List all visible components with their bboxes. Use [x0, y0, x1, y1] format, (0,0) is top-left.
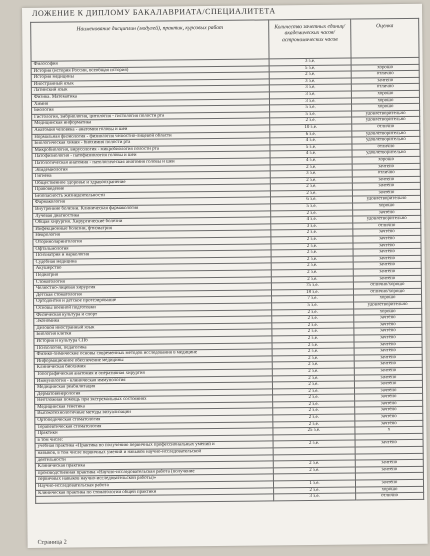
grade-cell: зачтено — [353, 275, 421, 282]
units-cell: 2 з.е. — [270, 183, 352, 190]
subject-cell: учебная практика «Практика по получению первичных профессиональных умений и — [35, 441, 273, 450]
grade-cell: хорошо — [351, 64, 419, 71]
subject-cell: Топографическая анатомия и оперативная хирургия — [34, 369, 272, 378]
grade-cell: удовлетворительно — [352, 117, 420, 124]
subject-cell: Патологическая анатомия - патологическая анатомия головы и шеи — [32, 158, 270, 167]
subject-cell: Неотложная помощь при экстремальных состояниях — [35, 395, 273, 404]
grade-cell: зачтено — [354, 380, 422, 387]
grade-cell: зачтено — [354, 321, 422, 328]
units-cell: 4 з.е. — [270, 150, 352, 157]
units-cell: 6 з.е. — [270, 197, 352, 204]
units-cell: 2 з.е. — [273, 440, 355, 447]
grade-cell: отлично — [351, 84, 419, 91]
subject-cell: Медицинская информатика — [32, 118, 270, 127]
units-cell: 2 з.е. — [273, 421, 355, 428]
grade-cell: зачтено — [352, 183, 420, 190]
subject-cell: Нормальная физиология - физиология челюстно-лицевой области — [32, 131, 270, 140]
grade-cell: удовлетворительно — [352, 136, 420, 143]
units-cell: 5 з.е. — [270, 104, 352, 111]
grade-cell: хорошо — [351, 90, 419, 97]
units-cell: 2 з.е. — [272, 348, 354, 355]
subject-cell: Челюстно-лицевая хирургия — [33, 283, 271, 292]
subject-cell: История (история России, всеобщая история) — [31, 66, 269, 75]
subject-cell: Акушерство — [33, 263, 271, 272]
subject-cell: Детская стоматология — [33, 290, 271, 299]
units-cell: 2 з.е. — [272, 381, 354, 388]
grade-cell: хорошо — [352, 156, 420, 163]
grade-cell: хорошо — [354, 308, 422, 315]
grade-cell: зачтено — [352, 189, 420, 196]
grade-cell: зачтено — [355, 400, 423, 407]
units-cell: 5 з.е. — [270, 144, 352, 151]
subject-cell: Медицинская генетика — [35, 402, 273, 411]
grade-cell: отлично — [352, 169, 420, 176]
units-cell: 4 з.е. — [271, 216, 353, 223]
subject-cell: Клиническая практика по стоматологии общей практики — [36, 487, 274, 496]
grade-cell: хорошо — [353, 202, 421, 209]
subject-cell: Патофизиология - патофизиология головы и шеи — [32, 151, 270, 160]
units-cell: 3 з.е. — [269, 58, 351, 65]
grade-cell: зачтено — [354, 314, 422, 321]
grade-cell: удовлетворительно — [352, 150, 420, 157]
grade-cell: хорошо — [354, 295, 422, 302]
subject-cell: Экономика — [34, 316, 272, 325]
subject-cell: Биологическая химия - биохимия полости рта — [32, 138, 270, 147]
units-cell: 7 з.е. — [272, 295, 354, 302]
units-cell: 2 з.е. — [271, 243, 353, 250]
units-cell: 2 з.е. — [270, 177, 352, 184]
grade-cell: удовлетворительно — [352, 196, 420, 203]
units-cell: 2 з.е. — [271, 262, 353, 269]
grade-cell: зачтено — [353, 242, 421, 249]
units-cell: 2 з.е. — [272, 388, 354, 395]
grade-cell: отлично — [352, 123, 420, 130]
units-cell: 2 з.е. — [271, 269, 353, 276]
grade-cell: зачтено — [355, 479, 423, 486]
subject-cell: Правоведение — [32, 184, 270, 193]
page-number: Страница 2 — [37, 539, 67, 546]
subject-cell: Эпидемиология — [32, 164, 270, 173]
subject-cell: Клиническая практика — [35, 461, 273, 470]
units-cell: 2 з.е. — [272, 342, 354, 349]
units-cell: 2 з.е. — [273, 408, 355, 415]
units-cell: 2 з.е. — [273, 460, 355, 467]
units-cell: 3 з.е. — [269, 98, 351, 105]
units-cell: 10 з.е. — [270, 124, 352, 131]
subject-cell: Философия — [31, 59, 269, 68]
units-cell: 2 з.е. — [271, 236, 353, 243]
subject-cell: Гигиена — [32, 171, 270, 180]
grade-cell: зачтено — [351, 77, 419, 84]
units-cell: 1 з.е. — [273, 480, 355, 487]
units-cell: 3 з.е. — [269, 78, 351, 85]
units-cell: 3 з.е. — [270, 170, 352, 177]
units-cell: 2 з.е. — [272, 309, 354, 316]
subject-cell: Физическая культура и спорт — [34, 309, 272, 318]
units-cell: 5 з.е. — [271, 203, 353, 210]
subject-cell: Терапевтическая стоматология — [35, 422, 273, 431]
units-cell: 2 з.е. — [272, 322, 354, 329]
grade-cell: зачтено — [353, 249, 421, 256]
units-cell: 3 з.е. — [274, 493, 356, 500]
grade-cell: зачтено — [352, 176, 420, 183]
units-column-header: Количество зачетных единиц/ академических часов/ астрономических часов — [269, 19, 351, 59]
units-cell: 2 з.е. — [271, 276, 353, 283]
subject-cell: Информационное обеспечение медицины — [34, 356, 272, 365]
grade-cell: отлично — [352, 143, 420, 150]
grade-cell: хорошо — [356, 486, 424, 493]
units-cell: 2 з.е. — [273, 401, 355, 408]
subject-cell: Гистология, эмбриология, цитология - гистология полости рта — [32, 112, 270, 121]
grade-cell: зачтено — [353, 268, 421, 275]
grade-cell: зачтено — [354, 361, 422, 368]
units-cell: 5 з.е. — [272, 302, 354, 309]
grade-cell: зачтено — [355, 466, 423, 473]
subject-cell: Дерматовенерология — [35, 389, 273, 398]
subject-column-header: Наименование дисциплин (модулей), практик, курсовых работ — [31, 20, 269, 61]
subject-cell: Психиатрия и наркология — [33, 250, 271, 259]
subject-cell: Биология клетки — [34, 329, 272, 338]
subject-cell: Высокотехнологичные методы визуализации — [35, 408, 273, 417]
subject-cell: Деловой иностранный язык — [34, 323, 272, 332]
subject-cell: Судебная медицина — [33, 257, 271, 266]
subject-cell: Иммунология - клиническая иммунология — [34, 375, 272, 384]
subject-cell: Психология, педагогика — [34, 342, 272, 351]
units-cell: 2 з.е. — [273, 467, 355, 474]
grade-cell: зачтено — [355, 440, 423, 447]
grade-cell: зачтено — [355, 413, 423, 420]
subject-cell: Клиническая биохимия — [34, 362, 272, 371]
units-cell: 3 з.е. — [269, 84, 351, 91]
subject-cell: Офтальмология — [33, 244, 271, 253]
subject-cell: Внутренние болезни. Клиническая фармакология — [33, 204, 271, 213]
subject-cell: Безопасность жизнедеятельности — [32, 191, 270, 200]
grade-cell: удовлетворительно — [353, 216, 421, 223]
subject-cell: Фармакология — [33, 197, 271, 206]
grade-cell: отлично — [356, 493, 424, 500]
units-cell: 6 з.е. — [270, 131, 352, 138]
units-cell: 2 з.е. — [273, 414, 355, 421]
subject-cell — [36, 494, 274, 503]
units-cell: 25 з.е. — [273, 427, 355, 434]
grade-cell: отлично — [353, 222, 421, 229]
units-cell: 3 з.е. — [271, 223, 353, 230]
subject-cell: Инфекционные болезни, фтизиатрия — [33, 224, 271, 233]
units-cell: 2 з.е. — [271, 210, 353, 217]
subject-cell: Основы военной подготовки — [34, 303, 272, 312]
grade-cell: отлично — [351, 71, 419, 78]
grade-cell: зачтено — [355, 420, 423, 427]
units-cell: 2 з.е. — [273, 394, 355, 401]
grade-cell: зачтено — [354, 367, 422, 374]
grade-column-header: Оценка — [351, 18, 419, 58]
units-cell: 5 з.е. — [269, 65, 351, 72]
grade-cell: зачтено — [353, 229, 421, 236]
subject-cell: Стоматология — [33, 276, 271, 285]
subject-cell: Неврология — [33, 230, 271, 239]
grade-cell: зачтено — [355, 460, 423, 467]
subject-cell: навыков, в том числе первичных умений и навыков научно-исследовательской — [35, 448, 273, 457]
grade-cell: отлично/хорошо — [353, 282, 421, 289]
units-cell: 2 з.е. — [271, 256, 353, 263]
grade-cell: зачтено — [354, 374, 422, 381]
grade-cell: зачтено — [353, 262, 421, 269]
subject-cell: Ортодонтия и детское протезирование — [34, 296, 272, 305]
subject-cell: Общая хирургия. Хирургические болезни — [33, 217, 271, 226]
units-cell: 5 з.е. — [270, 111, 352, 118]
subject-cell: Педиатрия — [33, 270, 271, 279]
table-header-row — [31, 18, 419, 61]
grade-cell: отлично/хорошо — [353, 288, 421, 295]
grade-cell: зачтено — [354, 354, 422, 361]
grade-cell: хорошо — [351, 97, 419, 104]
subject-cell: Биология — [32, 105, 270, 114]
subject-cell: Физико-химические основы современных методов исследования в медицине — [34, 349, 272, 358]
grade-cell: зачтено — [354, 328, 422, 335]
grade-cell: зачтено — [355, 407, 423, 414]
subjects-table — [30, 18, 424, 504]
subject-cell: производственная практика «Научно-исследовательская работа (получение — [35, 468, 273, 477]
subject-cell: Микробиология, вирусология - микробиология полости рта — [32, 145, 270, 154]
diploma-supplement-page — [22, 4, 428, 548]
subject-cell: История и культура СПб — [34, 336, 272, 345]
grade-cell: зачтено — [353, 209, 421, 216]
subject-cell: Иностранный язык — [31, 79, 269, 88]
units-cell: 2 з.е. — [272, 328, 354, 335]
grade-cell: хорошо — [352, 103, 420, 110]
units-cell: 2 з.е. — [272, 375, 354, 382]
units-cell: 2 з.е. — [270, 190, 352, 197]
units-cell: 4 з.е. — [270, 157, 352, 164]
grade-cell: зачтено — [354, 334, 422, 341]
units-cell: 2 з.е. — [271, 249, 353, 256]
subject-cell: деятельности — [35, 455, 273, 464]
grade-cell: зачтено — [355, 394, 423, 401]
subject-cell: Ортопедическая стоматология — [35, 415, 273, 424]
units-cell: 75 з.е. — [271, 282, 353, 289]
grade-cell: удовлетворительно — [352, 130, 420, 137]
subject-cell: Медицинская реабилитация — [34, 382, 272, 391]
subject-cell: Оториноларингология — [33, 237, 271, 246]
subject-cell: Лучевая диагностика — [33, 211, 271, 220]
grade-cell: зачтено — [354, 341, 422, 348]
subject-cell: Общественное здоровье и здравоохранение — [32, 178, 270, 187]
grade-cell: зачтено — [353, 235, 421, 242]
subject-cell: Латинский язык — [31, 85, 269, 94]
grade-cell: зачтено — [354, 387, 422, 394]
units-cell: 2 з.е. — [270, 117, 352, 124]
units-cell: 2 з.е. — [272, 355, 354, 362]
grade-cell: х — [355, 427, 423, 434]
units-cell: 2 з.е. — [272, 368, 354, 375]
grade-cell: удовлетворительно — [352, 110, 420, 117]
units-cell: 2 з.е. — [270, 164, 352, 171]
subject-cell: Химия — [31, 98, 269, 107]
grade-cell: зачтено — [354, 347, 422, 354]
units-cell: 3 з.е. — [269, 91, 351, 98]
units-cell: 2 з.е. — [272, 335, 354, 342]
units-cell: 2 з.е. — [271, 229, 353, 236]
page-header: ЛОЖЕНИЕ К ДИПЛОМУ БАКАЛАВРИАТА/СПЕЦИАЛИТЕТА — [32, 6, 276, 18]
subject-cell: в том числе: — [35, 435, 273, 444]
grade-cell: зачтено — [352, 163, 420, 170]
subject-cell: Физика. Математика — [31, 92, 269, 101]
subject-cell: Практики — [35, 428, 273, 437]
units-cell: 2 з.е. — [274, 487, 356, 494]
units-cell: 4 з.е. — [270, 137, 352, 144]
subject-cell: первичных навыков научно-исследовательской работы)» — [35, 474, 273, 483]
units-cell: 2 з.е. — [269, 71, 351, 78]
subject-cell: Анатомия человека - анатомия головы и шеи — [32, 125, 270, 134]
subject-cell: Научно-исследовательская работа — [35, 481, 273, 490]
grade-cell: удовлетворительно — [354, 301, 422, 308]
grade-cell: зачтено — [353, 255, 421, 262]
units-cell: 2 з.е. — [272, 361, 354, 368]
units-cell: 18 з.е. — [271, 289, 353, 296]
units-cell: 2 з.е. — [272, 315, 354, 322]
subject-cell: История медицины — [31, 72, 269, 81]
